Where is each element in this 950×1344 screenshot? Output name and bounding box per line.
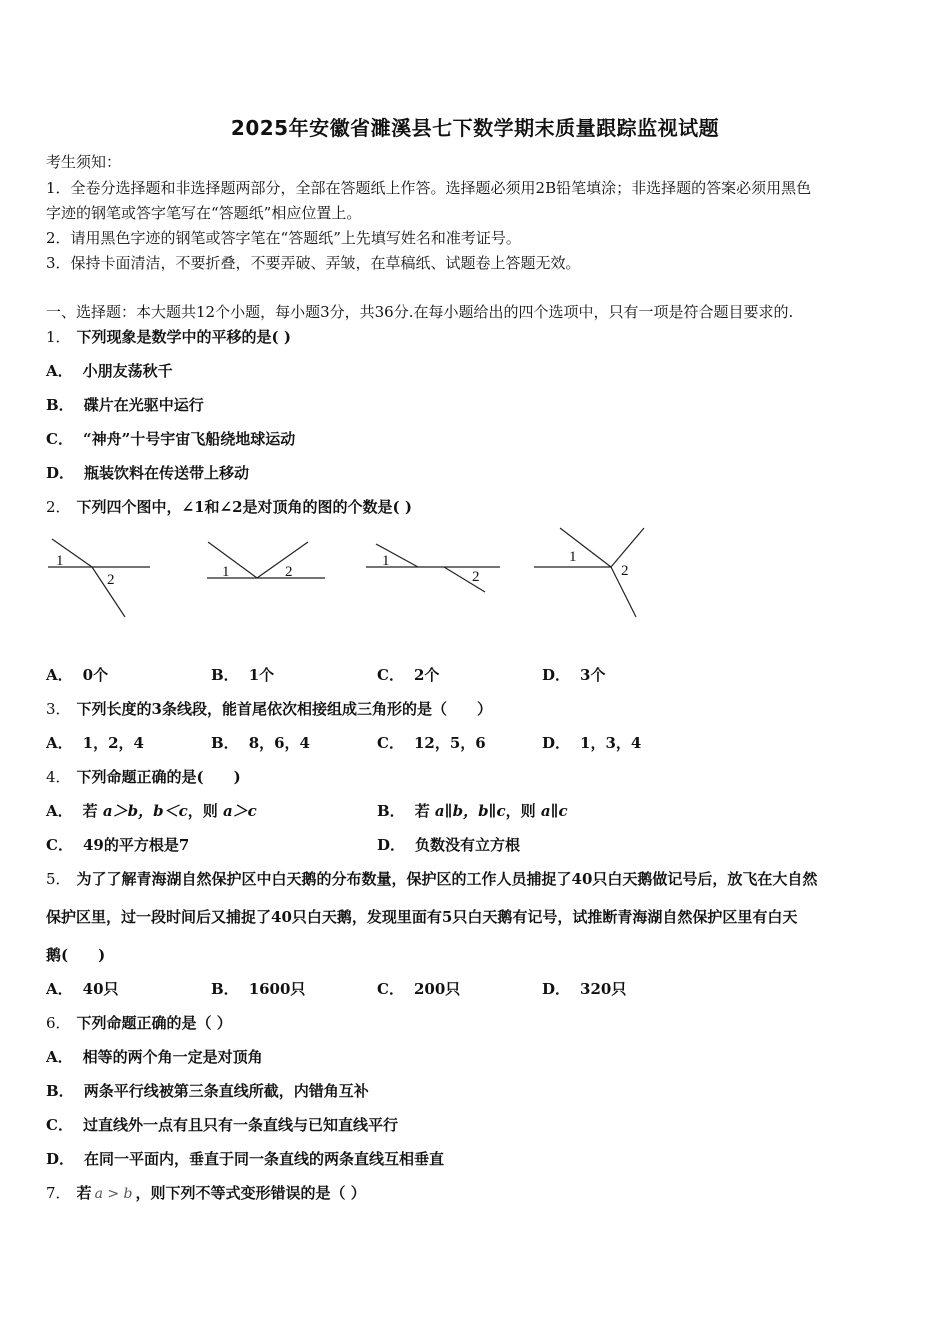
q2-option-d[interactable]: D． 3个 (542, 666, 606, 684)
question-stem: 下列长度的3条线段，能首尾依次相接组成三角形的是（ ） (76, 700, 492, 718)
question-stem-line: 为了了解青海湖自然保护区中白天鹅的分布数量，保护区的工作人员捕捉了40只白天鹅做记号后，放飞在大自然 (76, 870, 818, 888)
question-number: 7． (46, 1184, 71, 1202)
question-2 (46, 497, 412, 517)
notice-item: 1．全卷分选择题和非选择题两部分，全部在答题纸上作答。选择题必须用2B铅笔填涂；非选择题的答案必须用黑色 (46, 179, 812, 197)
question-number: 3． (46, 700, 71, 718)
q3-option-c[interactable]: C． 12，5，6 (377, 734, 486, 752)
question-number: 5． (46, 870, 71, 888)
angle-1-label: 1 (56, 553, 64, 569)
q2-option-c[interactable]: C． 2个 (377, 666, 440, 684)
q1-option-b[interactable]: B． 碟片在光驱中运行 (46, 396, 204, 414)
q1-option-c[interactable]: C． “神舟”十号宇宙飞船绕地球运动 (46, 430, 296, 448)
angle-figure-2 (203, 522, 329, 622)
section-heading: 一、选择题：本大题共12个小题，每小题3分，共36分.在每小题给出的四个选项中，只有一项是符合题目要求的. (46, 303, 794, 321)
angle-figure-1 (44, 522, 154, 622)
q2-option-b[interactable]: B． 1个 (211, 666, 275, 684)
q3-option-d[interactable]: D． 1，3，4 (542, 734, 642, 752)
question-number: 1． (46, 328, 71, 346)
question-stem-line: 保护区里，过一段时间后又捕捉了40只白天鹅，发现里面有5只白天鹅有记号，试推断青海湖自然保护区里有白天 (46, 908, 798, 926)
notice-item: 2．请用黑色字迹的钢笔或答字笔在“答题纸”上先填写姓名和准考证号。 (46, 229, 521, 247)
notice-item: 3．保持卡面清洁，不要折叠，不要弄破、弄皱，在草稿纸、试题卷上答题无效。 (46, 254, 581, 272)
q5-option-d[interactable]: D． 320只 (542, 980, 627, 998)
question-3 (46, 699, 492, 719)
angle-1-label: 1 (382, 553, 390, 569)
angle-2-label: 2 (621, 563, 629, 579)
q5-option-c[interactable]: C． 200只 (377, 980, 461, 998)
question-stem: 下列命题正确的是( ) (76, 768, 241, 786)
question-stem: 下列四个图中，∠1和∠2是对顶角的图的个数是( ) (76, 498, 412, 516)
page-title: 2025年安徽省濉溪县七下数学期末质量跟踪监视试题 (230, 116, 720, 140)
q6-option-d[interactable]: D． 在同一平面内，垂直于同一条直线的两条直线互相垂直 (46, 1150, 445, 1168)
angle-figure-4 (530, 522, 650, 622)
math-expression: a > b (94, 1186, 133, 1202)
q6-option-b[interactable]: B． 两条平行线被第三条直线所截，内错角互补 (46, 1082, 369, 1100)
q2-option-a[interactable]: A． 0个 (46, 666, 109, 684)
q4-option-b[interactable]: B． 若 a∥b，b∥c，则 a∥c (377, 802, 568, 820)
angle-1-label: 1 (569, 549, 577, 565)
q5-option-a[interactable]: A． 40只 (46, 980, 119, 998)
q1-option-a[interactable]: A． 小朋友荡秋千 (46, 362, 173, 380)
angle-2-label: 2 (285, 564, 293, 580)
angle-figure-3 (362, 522, 504, 622)
question-number: 2． (46, 498, 71, 516)
question-1 (46, 327, 291, 347)
question-stem: 下列命题正确的是（ ） (76, 1014, 232, 1032)
q1-option-d[interactable]: D． 瓶装饮料在传送带上移动 (46, 464, 250, 482)
q4-option-c[interactable]: C． 49的平方根是7 (46, 836, 190, 854)
q3-option-b[interactable]: B． 8，6，4 (211, 734, 310, 752)
notice-item: 字迹的钢笔或答字笔写在“答题纸”相应位置上。 (46, 204, 362, 222)
question-7: 7． 若 a > b ，则下列不等式变形错误的是（ ） (46, 1184, 366, 1202)
question-number: 6． (46, 1014, 71, 1032)
q4-option-d[interactable]: D． 负数没有立方根 (377, 836, 521, 854)
q3-option-a[interactable]: A． 1，2，4 (46, 734, 144, 752)
question-stem-line: 鹅( ) (46, 946, 106, 964)
q4-option-a[interactable]: A． 若 a＞b，b＜c，则 a＞c (46, 802, 257, 820)
question-5 (46, 869, 817, 889)
q6-option-c[interactable]: C． 过直线外一点有且只有一条直线与已知直线平行 (46, 1116, 398, 1134)
q5-option-b[interactable]: B． 1600只 (211, 980, 306, 998)
question-4 (46, 767, 241, 787)
notice-heading: 考生须知： (46, 153, 122, 171)
angle-2-label: 2 (472, 569, 480, 585)
q6-option-a[interactable]: A． 相等的两个角一定是对顶角 (46, 1048, 263, 1066)
angle-1-label: 1 (222, 564, 230, 580)
question-6 (46, 1013, 232, 1033)
question-number: 4． (46, 768, 71, 786)
question-stem: 下列现象是数学中的平移的是( ) (76, 328, 291, 346)
angle-2-label: 2 (107, 572, 115, 588)
